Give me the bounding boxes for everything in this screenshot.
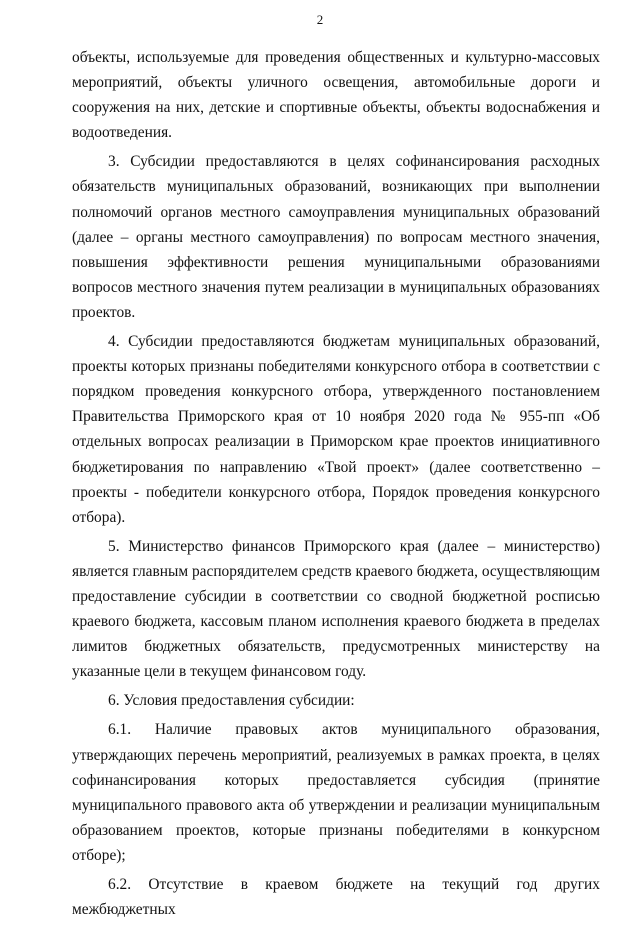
paragraph-6-2: 6.2. Отсутствие в краевом бюджете на текущий год других межбюджетных xyxy=(72,876,600,919)
page-number: 2 xyxy=(316,12,324,27)
paragraph-continuation: объекты, используемые для проведения общественных и культурно-массовых мероприятий, объекты уличного освещения, автомобильные дороги и сооружения на них, детские и спортивные объекты, объекты водоснабжения и водоотведения. xyxy=(72,49,600,142)
paragraph-5: 5. Министерство финансов Приморского края (далее – министерство) является главным распорядителем средств краевого бюджета, осуществляющим предоставление субсидии в соответствии со сводной бюджетной росписью краевого бюджета, кассовым планом исполнения краевого бюджета в пределах лимитов бюджетных обязательств, предусмотренных министерству на указанные цели в текущем финансовом году. xyxy=(72,537,600,681)
paragraph-4: 4. Субсидии предоставляются бюджетам муниципальных образований, проекты которых признаны победителями конкурсного отбора в соответствии с порядком проведения конкурсного отбора, утвержденного постановлением Правительства Приморского края от 10 ноября 2020 года № 955-пп «Об отдельных вопросах реализации в Приморском крае проектов инициативного бюджетирования по направлению «Твой проект» (далее соответственно – проекты - победители конкурсного отбора, Порядок проведения конкурсного отбора). xyxy=(72,333,600,526)
paragraph-3: 3. Субсидии предоставляются в целях софинансирования расходных обязательств муниципальных образований, возникающих при выполнении полномочий органов местного самоуправления муниципальных образований (далее – органы местного самоуправления) по вопросам местного значения, повышения эффективности решения муниципальными образованиями вопросов местного значения путем реализации в муниципальных образованиях проектов. xyxy=(72,153,600,321)
document-body xyxy=(72,45,600,926)
paragraph-6: 6. Условия предоставления субсидии: xyxy=(108,692,355,710)
paragraph-6-1: 6.1. Наличие правовых актов муниципального образования, утверждающих перечень мероприятий, реализуемых в рамках проекта, в целях софинансирования которых предоставляется субсидия (принятие муниципального правового акта об утверждении и реализации муниципальным образованием проектов, которые признаны победителями в конкурсном отборе); xyxy=(72,721,600,864)
